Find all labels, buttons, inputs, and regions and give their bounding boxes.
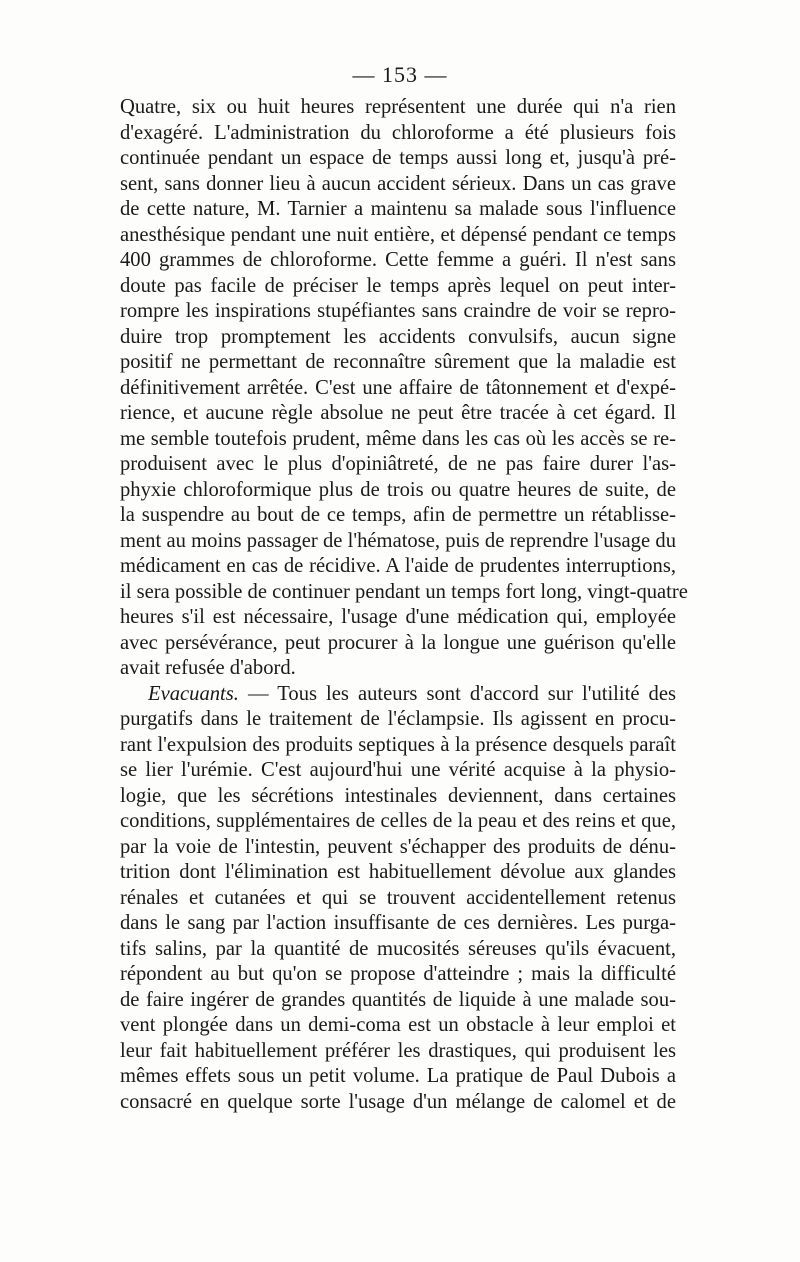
text-line: par la voie de l'intestin, peuvent s'échapper des produits de dénu- <box>120 835 676 858</box>
body-text <box>120 95 688 1115</box>
text-line: purgatifs dans le traitement de l'éclampsie. Ils agissent en procu- <box>120 708 676 730</box>
text-line: avec persévérance, peut procurer à la longue une guérison qu'elle <box>120 631 676 654</box>
heading-continuation: — Tous les auteurs sont d'accord sur l'utilité des <box>238 682 676 705</box>
text-line: consacré en quelque sorte l'usage d'un mélange de calomel et de <box>120 1090 676 1113</box>
text-line: rience, et aucune règle absolue ne peut être tracée à cet égard. Il <box>120 402 676 424</box>
text-line: vent plongée dans un demi-coma est un obstacle à leur emploi et <box>120 1014 676 1036</box>
text-line <box>120 682 676 708</box>
text-line: Quatre, six ou huit heures représentent une durée qui n'a rien <box>120 96 676 118</box>
text-line: de faire ingérer de grandes quantités de liquide à une malade sou- <box>120 988 676 1011</box>
text-line: rant l'expulsion des produits septiques à la présence desquels paraît <box>120 733 676 756</box>
text-line: me semble toutefois prudent, même dans les cas où les accès se re- <box>120 427 676 450</box>
text-line: continuée pendant un espace de temps aussi long et, jusqu'à pré- <box>120 147 676 169</box>
text-line: doute pas facile de préciser le temps après lequel on peut inter- <box>120 274 676 297</box>
text-line: phyxie chloroformique plus de trois ou quatre heures de suite, de <box>120 478 676 501</box>
text-line: se lier l'urémie. C'est aujourd'hui une vérité acquise à la physio- <box>120 759 676 781</box>
text-line: rénales et cutanées et qui se trouvent accidentellement retenus <box>120 886 676 909</box>
text-line: produisent avec le plus d'opiniâtreté, de ne pas faire durer l'as- <box>120 453 676 475</box>
text-line: la suspendre au bout de ce temps, afin de permettre un rétablisse- <box>120 504 676 526</box>
text-line: logie, que les sécrétions intestinales deviennent, dans certaines <box>120 784 676 807</box>
text-line: il sera possible de continuer pendant un temps fort long, vingt-quatre <box>120 580 688 603</box>
paragraph-evacuants <box>120 682 676 1116</box>
text-line: anesthésique pendant une nuit entière, et dépensé pendant ce temps <box>120 223 676 246</box>
text-line: médicament en cas de récidive. A l'aide de prudentes interruptions, <box>120 555 676 577</box>
text-line: 400 grammes de chloroforme. Cette femme a guéri. Il n'est sans <box>120 249 676 271</box>
text-line: sent, sans donner lieu à aucun accident sérieux. Dans un cas grave <box>120 172 676 195</box>
text-line: avait refusée d'abord. <box>120 657 296 679</box>
text-line: répondent au but qu'on se propose d'atteindre ; mais la difficulté <box>120 963 676 985</box>
text-line: dans le sang par l'action insuffisante de ces dernières. Les purga- <box>120 912 676 934</box>
text-line: mêmes effets sous un petit volume. La pratique de Paul Dubois a <box>120 1065 676 1087</box>
page-number: — 153 — <box>352 62 448 87</box>
text-line: rompre les inspirations stupéfiantes sans craindre de voir se repro- <box>120 300 676 322</box>
text-line: duire trop promptement les accidents convulsifs, aucun signe <box>120 325 676 348</box>
text-line: tifs salins, par la quantité de mucosités séreuses qu'ils évacuent, <box>120 937 676 960</box>
text-line: ment au moins passager de l'hématose, puis de reprendre l'usage du <box>120 529 676 552</box>
text-line: d'exagéré. L'administration du chloroforme a été plusieurs fois <box>120 121 676 144</box>
text-line: conditions, supplémentaires de celles de la peau et des reins et que, <box>120 810 676 832</box>
text-line: définitivement arrêtée. C'est une affaire de tâtonnement et d'expé- <box>120 376 676 399</box>
section-heading: Evacuants. <box>148 682 239 705</box>
text-line: trition dont l'élimination est habituellement dévolue aux glandes <box>120 861 676 883</box>
paragraph-chloroforme <box>120 95 688 682</box>
text-line: heures s'il est nécessaire, l'usage d'une médication qui, employée <box>120 606 676 628</box>
text-line: de cette nature, M. Tarnier a maintenu sa malade sous l'influence <box>120 198 676 220</box>
text-line: positif ne permettant de reconnaître sûrement que la maladie est <box>120 351 676 373</box>
text-line: leur fait habituellement préférer les drastiques, qui produisent les <box>120 1039 676 1062</box>
